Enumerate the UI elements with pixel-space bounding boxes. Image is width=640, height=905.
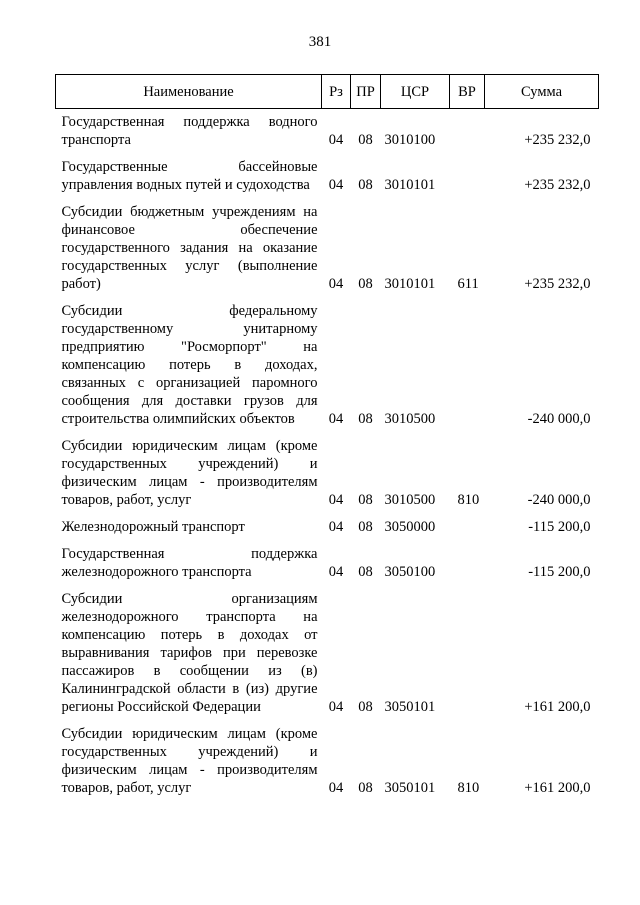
row-pr: 08: [358, 699, 373, 715]
row-name: Субсидии федеральному государственному унитарному предприятию "Росморпорт" на компенсацию потерь в доходах, связанных с организацией паромного сообщения для доставки грузов для строительства олимпийских объектов: [61, 303, 318, 427]
row-pr: 08: [358, 519, 373, 535]
header-pr: ПР: [351, 75, 381, 109]
row-csr: 3010101: [384, 177, 436, 193]
table-row: [56, 203, 599, 302]
row-pr: 08: [358, 177, 373, 193]
row-sum: +161 200,0: [524, 699, 591, 715]
row-pr: 08: [358, 132, 373, 148]
header-rz: Рз: [322, 75, 351, 109]
row-name: Субсидии юридическим лицам (кроме государственных учреждений) и физическим лицам - производителям товаров, работ, услуг: [61, 438, 318, 508]
budget-table: [55, 74, 599, 806]
row-csr: 3050101: [384, 780, 436, 796]
row-name: Субсидии бюджетным учреждениям на финансовое обеспечение государственного задания на оказание государственных услуг (выполнение работ): [61, 204, 318, 292]
row-csr: 3010101: [384, 276, 436, 292]
row-pr: 08: [358, 411, 373, 427]
row-sum: -115 200,0: [528, 564, 591, 580]
row-sum: +161 200,0: [524, 780, 591, 796]
row-sum: +235 232,0: [524, 132, 591, 148]
row-pr: 08: [358, 492, 373, 508]
table-row: [56, 545, 599, 590]
row-vr: [450, 590, 485, 725]
row-rz: 04: [328, 519, 344, 535]
row-rz: 04: [328, 564, 344, 580]
row-sum: -240 000,0: [527, 411, 591, 427]
header-name: Наименование: [56, 75, 322, 109]
row-name: Субсидии юридическим лицам (кроме государственных учреждений) и физическим лицам - производителям товаров, работ, услуг: [61, 726, 318, 796]
page-number: 381: [308, 34, 332, 50]
table-row: [56, 518, 599, 545]
row-rz: 04: [328, 132, 344, 148]
row-vr: [450, 545, 485, 590]
header-csr: ЦСР: [381, 75, 450, 109]
table-row: [56, 437, 599, 518]
table-row: [56, 590, 599, 725]
row-sum: +235 232,0: [524, 276, 591, 292]
row-rz: 04: [328, 276, 344, 292]
header-vr: ВР: [450, 75, 485, 109]
row-sum: -115 200,0: [528, 519, 591, 535]
row-rz: 04: [328, 780, 344, 796]
row-csr: 3050101: [384, 699, 436, 715]
row-rz: 04: [328, 699, 344, 715]
row-vr: 611: [457, 276, 479, 292]
row-sum: +235 232,0: [524, 177, 591, 193]
row-vr: [450, 518, 485, 545]
row-vr: [450, 158, 485, 203]
row-csr: 3010100: [384, 132, 436, 148]
row-pr: 08: [358, 780, 373, 796]
row-rz: 04: [328, 492, 344, 508]
row-csr: 3050000: [384, 519, 436, 535]
row-vr: [450, 109, 485, 159]
row-pr: 08: [358, 276, 373, 292]
row-csr: 3010500: [384, 411, 436, 427]
table-header-row: [56, 75, 599, 109]
row-pr: 08: [358, 564, 373, 580]
table-row: [56, 109, 599, 159]
row-name: Государственная поддержка водного транспорта: [61, 114, 318, 148]
row-vr: [450, 302, 485, 437]
row-vr: 810: [457, 492, 480, 508]
row-name: Государственная поддержка железнодорожного транспорта: [61, 546, 318, 580]
table-row: [56, 158, 599, 203]
row-sum: -240 000,0: [527, 492, 591, 508]
row-name: Государственные бассейновые управления водных путей и судоходства: [61, 159, 318, 193]
table-row: [56, 725, 599, 806]
row-rz: 04: [328, 411, 344, 427]
row-name: Субсидии организациям железнодорожного транспорта на компенсацию потерь в доходах от выравнивания тарифов при перевозке пассажиров в сообщении из (в) Калининградской области в (из) другие регионы Российской Федерации: [61, 591, 318, 715]
table-row: [56, 302, 599, 437]
row-name: Железнодорожный транспорт: [61, 519, 245, 535]
row-csr: 3010500: [384, 492, 436, 508]
header-sum: Сумма: [485, 75, 599, 109]
row-rz: 04: [328, 177, 344, 193]
row-csr: 3050100: [384, 564, 436, 580]
row-vr: 810: [457, 780, 480, 796]
